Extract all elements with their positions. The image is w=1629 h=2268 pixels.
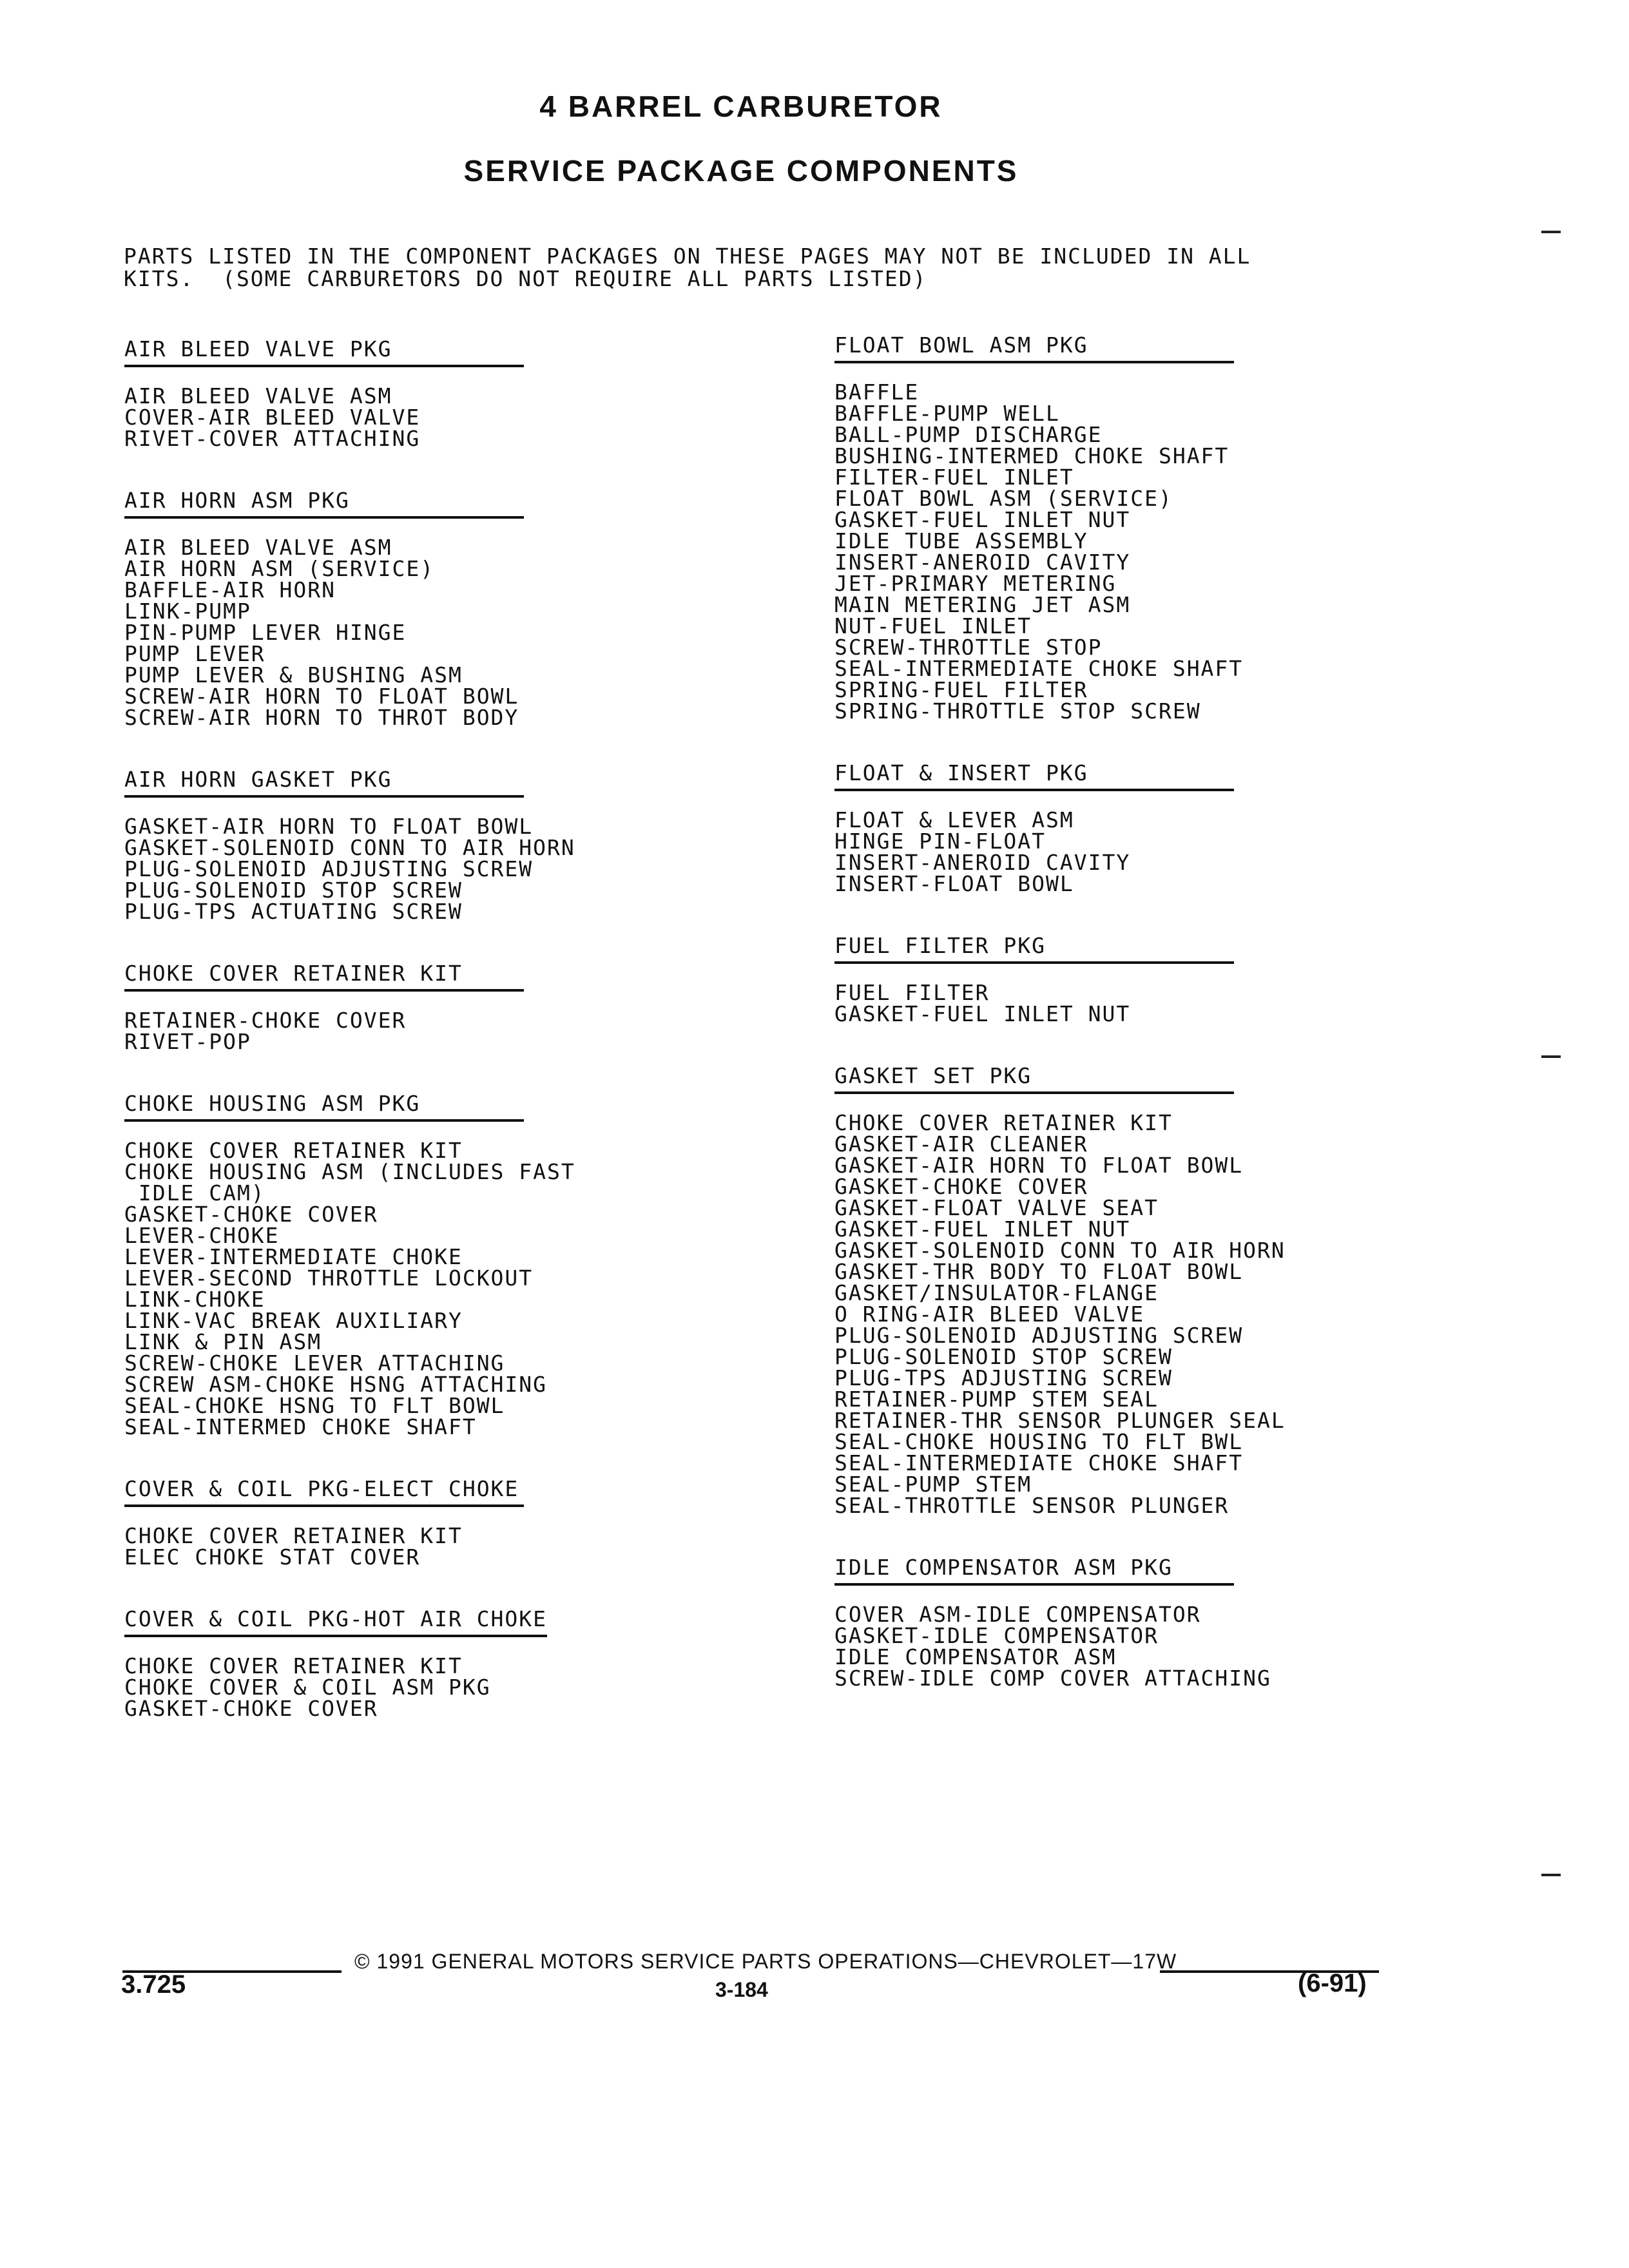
footer-copyright: © 1991 GENERAL MOTORS SERVICE PARTS OPERATIONS—CHEVROLET—17W <box>354 1950 1177 1973</box>
component-item: GASKET-THR BODY TO FLOAT BOWL <box>834 1259 1244 1284</box>
component-item: SPRING-THROTTLE STOP SCREW <box>834 698 1201 724</box>
component-item: BAFFLE-AIR HORN <box>124 577 336 602</box>
component-list <box>834 982 1511 1024</box>
package-title: CHOKE COVER RETAINER KIT <box>124 961 524 992</box>
component-item: AIR BLEED VALVE ASM <box>124 535 392 560</box>
component-item: PLUG-SOLENOID ADJUSTING SCREW <box>834 1323 1244 1348</box>
component-list <box>124 1140 801 1437</box>
package-section <box>124 1476 801 1568</box>
component-item: SCREW ASM-CHOKE HSNG ATTACHING <box>124 1372 548 1397</box>
component-item: RIVET-POP <box>124 1029 251 1054</box>
component-item: SCREW-AIR HORN TO THROT BODY <box>124 705 519 730</box>
component-item: GASKET-FUEL INLET NUT <box>834 1001 1131 1026</box>
component-item: GASKET-SOLENOID CONN TO AIR HORN <box>124 835 575 860</box>
component-item: IDLE TUBE ASSEMBLY <box>834 528 1088 553</box>
package-section <box>834 332 1511 722</box>
component-item: NUT-FUEL INLET <box>834 613 1032 639</box>
package-section <box>124 961 801 1052</box>
package-title: FLOAT BOWL ASM PKG <box>834 332 1234 363</box>
component-item: LINK-PUMP <box>124 599 251 624</box>
component-item: SEAL-CHOKE HOUSING TO FLT BWL <box>834 1429 1244 1454</box>
component-item: RETAINER-CHOKE COVER <box>124 1008 407 1033</box>
package-section <box>124 1091 801 1437</box>
intro-line-2: KITS. (SOME CARBURETORS DO NOT REQUIRE ALL PARTS LISTED) <box>124 266 927 291</box>
component-item: GASKET-CHOKE COVER <box>834 1174 1088 1199</box>
package-section <box>834 933 1511 1024</box>
component-item: BAFFLE-PUMP WELL <box>834 401 1060 426</box>
component-item: GASKET-CHOKE COVER <box>124 1202 378 1227</box>
component-list <box>124 537 801 728</box>
component-list <box>834 809 1511 894</box>
component-item: SPRING-FUEL FILTER <box>834 677 1088 702</box>
component-item: SEAL-INTERMEDIATE CHOKE SHAFT <box>834 656 1244 681</box>
package-title: CHOKE HOUSING ASM PKG <box>124 1091 524 1122</box>
margin-mark <box>1541 1874 1561 1876</box>
package-title: AIR BLEED VALVE PKG <box>124 336 524 367</box>
component-item: CHOKE COVER RETAINER KIT <box>124 1653 463 1678</box>
component-item: GASKET-CHOKE COVER <box>124 1696 378 1721</box>
component-list <box>834 1604 1511 1689</box>
component-list <box>124 1525 801 1568</box>
package-title: AIR HORN ASM PKG <box>124 488 524 519</box>
package-section <box>124 336 801 449</box>
package-section <box>124 1606 801 1719</box>
component-item: PIN-PUMP LEVER HINGE <box>124 620 407 645</box>
component-item: CHOKE COVER & COIL ASM PKG <box>124 1675 491 1700</box>
component-item: IDLE COMPENSATOR ASM <box>834 1644 1117 1669</box>
component-item: RETAINER-PUMP STEM SEAL <box>834 1387 1159 1412</box>
component-item: CHOKE COVER RETAINER KIT <box>124 1138 463 1163</box>
component-item: GASKET/INSULATOR-FLANGE <box>834 1280 1159 1305</box>
component-list <box>124 816 801 922</box>
component-item: GASKET-SOLENOID CONN TO AIR HORN <box>834 1238 1286 1263</box>
component-item: CHOKE COVER RETAINER KIT <box>834 1110 1173 1135</box>
package-title: FUEL FILTER PKG <box>834 933 1234 964</box>
package-section <box>124 767 801 922</box>
component-item: SEAL-PUMP STEM <box>834 1472 1032 1497</box>
component-item: FLOAT & LEVER ASM <box>834 807 1074 832</box>
intro-note <box>124 245 1412 290</box>
component-item: LINK & PIN ASM <box>124 1329 322 1354</box>
component-item: GASKET-FUEL INLET NUT <box>834 507 1131 532</box>
component-item: FUEL FILTER <box>834 980 990 1005</box>
component-item: SCREW-IDLE COMP COVER ATTACHING <box>834 1666 1271 1691</box>
component-item: PLUG-SOLENOID STOP SCREW <box>124 878 463 903</box>
intro-line-1: PARTS LISTED IN THE COMPONENT PACKAGES ON THESE PAGES MAY NOT BE INCLUDED IN ALL <box>124 244 1251 269</box>
component-list <box>834 1112 1511 1516</box>
component-item: SEAL-INTERMEDIATE CHOKE SHAFT <box>834 1450 1244 1475</box>
package-section <box>834 1555 1511 1689</box>
component-list <box>834 381 1511 722</box>
package-title: COVER & COIL PKG-ELECT CHOKE <box>124 1476 524 1507</box>
component-item: IDLE CAM) <box>124 1180 265 1206</box>
package-title: AIR HORN GASKET PKG <box>124 767 524 798</box>
component-item: FILTER-FUEL INLET <box>834 465 1074 490</box>
package-title: IDLE COMPENSATOR ASM PKG <box>834 1555 1234 1586</box>
component-item: INSERT-ANEROID CAVITY <box>834 550 1131 575</box>
component-item: PLUG-SOLENOID STOP SCREW <box>834 1344 1173 1369</box>
component-list <box>124 1010 801 1052</box>
component-item: ELEC CHOKE STAT COVER <box>124 1544 421 1570</box>
component-list <box>124 385 801 449</box>
component-item: BUSHING-INTERMED CHOKE SHAFT <box>834 443 1229 468</box>
component-item: LINK-VAC BREAK AUXILIARY <box>124 1308 463 1333</box>
component-item: RIVET-COVER ATTACHING <box>124 426 421 451</box>
package-title: COVER & COIL PKG-HOT AIR CHOKE <box>124 1606 547 1637</box>
date-code: (6-91) <box>1298 1969 1367 1997</box>
package-title: FLOAT & INSERT PKG <box>834 760 1234 791</box>
component-item: LINK-CHOKE <box>124 1287 265 1312</box>
component-item: MAIN METERING JET ASM <box>834 592 1131 617</box>
component-item: AIR BLEED VALVE ASM <box>124 383 392 408</box>
component-item: PLUG-TPS ACTUATING SCREW <box>124 899 463 924</box>
component-item: RETAINER-THR SENSOR PLUNGER SEAL <box>834 1408 1286 1433</box>
component-item: BALL-PUMP DISCHARGE <box>834 422 1103 447</box>
page-number: 3-184 <box>715 1978 768 2001</box>
component-item: COVER ASM-IDLE COMPENSATOR <box>834 1602 1201 1627</box>
component-item: GASKET-FUEL INLET NUT <box>834 1216 1131 1242</box>
page-subtitle: SERVICE PACKAGE COMPONENTS <box>463 154 1019 187</box>
component-item: CHOKE COVER RETAINER KIT <box>124 1523 463 1548</box>
component-item: GASKET-IDLE COMPENSATOR <box>834 1623 1159 1648</box>
component-item: LEVER-INTERMEDIATE CHOKE <box>124 1244 463 1269</box>
component-item: PUMP LEVER & BUSHING ASM <box>124 662 463 687</box>
package-title: GASKET SET PKG <box>834 1063 1234 1094</box>
component-item: SEAL-THROTTLE SENSOR PLUNGER <box>834 1493 1229 1518</box>
section-number: 3.725 <box>121 1970 186 1999</box>
component-item: GASKET-AIR HORN TO FLOAT BOWL <box>124 814 534 839</box>
component-item: PUMP LEVER <box>124 641 265 666</box>
margin-mark <box>1541 231 1561 233</box>
component-item: SCREW-AIR HORN TO FLOAT BOWL <box>124 684 519 709</box>
component-item: SCREW-THROTTLE STOP <box>834 635 1103 660</box>
component-list <box>124 1655 801 1719</box>
component-item: GASKET-AIR HORN TO FLOAT BOWL <box>834 1153 1244 1178</box>
component-item: O RING-AIR BLEED VALVE <box>834 1302 1145 1327</box>
margin-mark <box>1541 1055 1561 1058</box>
page-title: 4 BARREL CARBURETOR <box>539 90 943 123</box>
right-column <box>834 332 1511 1727</box>
component-item: FLOAT BOWL ASM (SERVICE) <box>834 486 1173 511</box>
package-section <box>834 760 1511 894</box>
component-item: JET-PRIMARY METERING <box>834 571 1117 596</box>
component-item: SEAL-INTERMED CHOKE SHAFT <box>124 1414 477 1439</box>
component-item: AIR HORN ASM (SERVICE) <box>124 556 435 581</box>
component-item: PLUG-SOLENOID ADJUSTING SCREW <box>124 856 534 881</box>
component-item: GASKET-FLOAT VALVE SEAT <box>834 1195 1159 1220</box>
component-item: HINGE PIN-FLOAT <box>834 829 1046 854</box>
left-column <box>124 336 801 1758</box>
component-item: BAFFLE <box>834 380 920 405</box>
component-item: SCREW-CHOKE LEVER ATTACHING <box>124 1350 505 1376</box>
package-section <box>124 488 801 728</box>
component-item: INSERT-ANEROID CAVITY <box>834 850 1131 875</box>
component-item: INSERT-FLOAT BOWL <box>834 871 1074 896</box>
component-item: COVER-AIR BLEED VALVE <box>124 405 421 430</box>
component-item: PLUG-TPS ADJUSTING SCREW <box>834 1365 1173 1390</box>
package-section <box>834 1063 1511 1516</box>
component-item: LEVER-CHOKE <box>124 1223 280 1248</box>
component-item: GASKET-AIR CLEANER <box>834 1131 1088 1157</box>
component-item: CHOKE HOUSING ASM (INCLUDES FAST <box>124 1159 575 1184</box>
component-item: SEAL-CHOKE HSNG TO FLT BOWL <box>124 1393 505 1418</box>
component-item: LEVER-SECOND THROTTLE LOCKOUT <box>124 1265 534 1291</box>
